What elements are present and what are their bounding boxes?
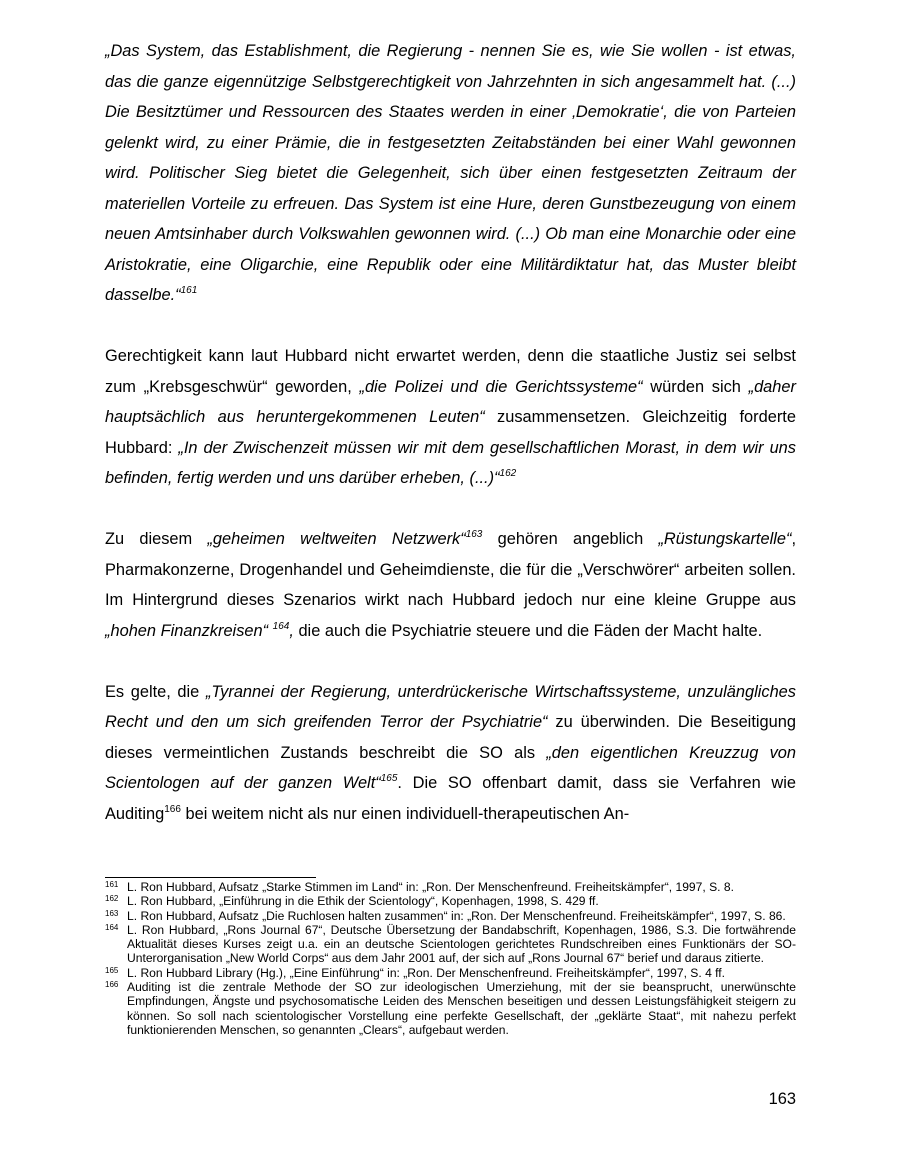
footnote-number: 165 [105,965,119,975]
text-run: „In der Zwischenzeit müssen wir mit dem gesellschaftlichen Morast, in dem wir uns befinden, fertig werden und uns darüber erheben, (...)“ [105,438,796,487]
text-run: „Das System, das Establishment, die Regierung - nennen Sie es, wie Sie wollen - ist etwas, das die ganze eigennützige Selbstgerechtigkeit von Jahrzehnten in sich angesammelt hat. (...) Die Besitztümer und Ressourcen des Staates werden in einer ‚Demokratie‘, die von Parteien gelenkt wird, zu einer Prämie, die in festgesetzten Zeitabständen bei einer Wahl gewonnen wird. Politischer Sieg bietet die Gelegenheit, sich über einen festgesetzten Zeitraum der materiellen Vorteile zu erfreuen. Das System ist eine Hure, deren Gunstbezeugung von einem neuen Amtsinhaber durch Volkswahlen gewonnen wird. (...) Ob man eine Monarchie oder eine Aristokratie, eine Oligarchie, eine Republik oder eine Militärdiktatur hat, das Muster bleibt dasselbe.“ [105,42,796,304]
footnote-number: 163 [105,908,119,918]
footnote-number: 161 [105,880,119,889]
text-run: Zu diesem [105,530,208,548]
footnotes [105,880,796,1037]
footnote [105,966,796,980]
footnote-text: L. Ron Hubbard, „Rons Journal 67“, Deutsche Übersetzung der Bandabschrift, Kopenhagen, 1986, S.3. Die fortwährende Aktualität dieses Kurses zeigt u.a. ein an deutsche Scientologen gerichtetes Rundschreiben eines Funktionärs der SO-Unterorganisation „New World Corps“ aus dem Jahr 2001 auf, der sich auf „Rons Journal 67“ berief und daraus zitierte. [127,922,796,966]
text-run: , [289,621,294,640]
paragraph [105,36,796,311]
text-run: „den eigentlichen Kreuzzug von Scientologen auf der ganzen Welt“ [105,743,797,792]
text-run: „die Polizei und die Gerichtssysteme“ [359,377,643,396]
footnote-number: 164 [105,922,119,932]
main-text [105,36,796,829]
footnote-text: Auditing ist die zentrale Methode der SO zur ideologischen Umerziehung, mit der sie beansprucht, unerwünschte Empfindungen, Ängste und psychosomatische Leiden des Menschen beseitigen und dessen Leistungsfähigkeit steigern zu können. So soll nach scientologischer Vorstellung eine perfekte Gesellschaft, der „geklärte Staat“, mit nahezu perfekt funktionierenden Menschen, so genannten „Clears“, aufgebaut werden. [127,980,796,1037]
text-run: Gerechtigkeit kann laut Hubbard nicht erwartet werden, denn die staatliche Justiz sei selbst zum „Krebsgeschwür“ geworden, [105,347,796,396]
text-run: „geheimen weltweiten Netzwerk“ [207,530,466,548]
paragraph [105,341,796,494]
footnote [105,894,796,908]
text-run: Es gelte, die [105,682,206,701]
footnote-reference: 164 [272,620,290,632]
footnote-reference: 163 [465,529,483,540]
text-run: „Tyrannei der Regierung, unterdrückerische Wirtschaftssysteme, unzulängliches Recht und den um sich greifenden Terror der Psychiatrie“ [105,682,796,731]
text-run: zu überwinden. Die Beseitigung dieses vermeintlichen Zustands beschreibt die SO als [105,713,796,762]
footnote [105,880,796,894]
text-run: bei weitem nicht als nur einen individuell-therapeutischen An- [180,804,630,823]
footnote-text: L. Ron Hubbard, „Einführung in die Ethik der Scientology“, Kopenhagen, 1998, S. 429 ff. [127,894,599,909]
footnote-number: 162 [105,894,119,904]
footnote-reference: 161 [180,285,198,296]
paragraph [105,524,796,646]
footnote-reference: 165 [380,773,398,784]
footnote-text: L. Ron Hubbard, Aufsatz „Die Ruchlosen halten zusammen“ in: „Ron. Der Menschenfreund. Freiheitskämpfer“, 1997, S. 86. [127,908,786,923]
text-run: . Die SO offenbart damit, dass sie Verfahren wie Auditing [105,774,796,823]
footnote-reference: 166 [164,803,181,815]
footnote [105,923,796,966]
text-run: gehören angeblich [482,530,659,548]
text-run: „Rüstungskartelle“ [658,530,792,548]
paragraph [105,677,796,830]
footnote [105,980,796,1037]
footnote-text: L. Ron Hubbard, Aufsatz „Starke Stimmen im Land“ in: „Ron. Der Menschenfreund. Freiheitskämpfer“, 1997, S. 8. [127,880,734,894]
footnote-reference: 162 [499,468,517,479]
text-run: „hohen Finanzkreisen“ [105,621,273,640]
footnote-number: 166 [105,980,119,990]
page-number: 163 [768,1090,796,1108]
text-run: zusammensetzen. Gleichzeitig forderte Hubbard: [105,408,796,457]
footnote [105,909,796,923]
footnote-text: L. Ron Hubbard Library (Hg.), „Eine Einführung“ in: „Ron. Der Menschenfreund. Freiheitskämpfer“, 1997, S. 4 ff. [127,965,726,980]
text-run: die auch die Psychiatrie steuere und die Fäden der Macht halte. [293,621,763,640]
text-run: „daher hauptsächlich aus heruntergekommenen Leuten“ [105,377,796,426]
text-run: würden sich [642,377,749,396]
footnote-separator [105,877,316,878]
text-run: , Pharmakonzerne, Drogenhandel und Geheimdienste, die für die „Verschwörer“ arbeiten sollen. Im Hintergrund dieses Szenarios wirkt nach Hubbard jedoch nur eine kleine Gruppe aus [105,530,796,609]
